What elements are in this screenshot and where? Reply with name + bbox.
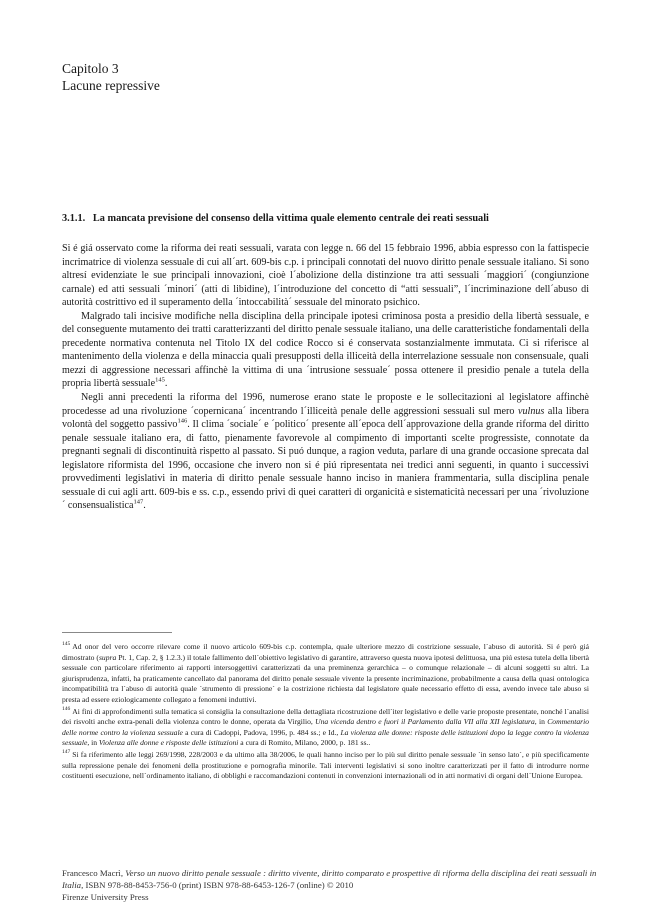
footnote-text: Si fa riferimento alle leggi 269/1998, 228/2003 e da ultimo alla 38/2006, le quali hanno inciso per lo più sul diritto penale sessuale ´in senso lato´, e più specificamente sulla repressione penale dei fenomeni della prostituzione e pornografia minorile. Tali interventi legislativi si sono inoltre caratterizzati per il fatto di introdurre norme costituenti esecuzione, nell´ordinamento italiano, di obblighi e raccomandazioni contenuti in convenzioni internazionali od in atti normativi di organi dell´Unione Europea. xyxy=(62,749,589,781)
paragraph-2 xyxy=(62,310,589,391)
footnote-text: Pt. 1, Cap. 2, § 1.2.3.) il totale fallimento dell´obiettivo legislativo di garantire, attraverso questa nuova ipotesi delittuosa, una piú estesa tutela della libertà sessuale con particolare riferimento ai rapporti intersoggettivi caratterizzati da una preminenza gerarchica – o comunque relazionale – di alcuni soggetti su altri. La giurisprudenza, infatti, ha praticamente cancellato dal panorama del diritto penale sessuale vivente la presente incriminazione, probabilmente a causa della quasi ontologica incompatibilità tra l´abuso di autorità quale ´strumento di pressione´ e la costrizione richiesta dal legislatore quale necessario effetto di essa, avendo invece tale abuso si presta ad essere eziologicamente collegato a fenomeni induttivi. xyxy=(62,652,589,704)
section-heading xyxy=(62,212,622,225)
colophon xyxy=(62,868,602,903)
chapter-title: Lacune repressive xyxy=(62,78,160,93)
footnote-text: a cura di Romito, Milano, 2000, p. 181 ss.. xyxy=(238,738,371,748)
footnote-italic: Commentario delle norme contro la violenza sessuale xyxy=(62,717,589,737)
colophon-isbn: , ISBN 978-88-8453-756-0 (print) ISBN 978-88-6453-126-7 (online) © 2010 xyxy=(81,879,354,890)
footnote-italic: supra xyxy=(98,652,117,662)
footnote-text: , in xyxy=(87,738,99,748)
footnote-number: 146 xyxy=(62,706,71,713)
paragraph-3 xyxy=(62,391,589,513)
footnote-text: , in xyxy=(534,717,548,727)
footnote-divider xyxy=(62,632,172,633)
paragraph-3-text-b: alla libera volontà del soggetto passivo xyxy=(62,405,590,431)
footnote-147 xyxy=(62,750,589,782)
paragraph-3-end: . xyxy=(143,500,146,512)
footnote-146 xyxy=(62,707,589,749)
paragraph-3-italic: vulnus xyxy=(517,405,545,417)
body-text xyxy=(62,242,589,513)
section-title: La mancata previsione del consenso della vittima quale elemento centrale dei reati sessuali xyxy=(92,213,489,224)
colophon-author: Francesco Macrì, xyxy=(62,868,126,878)
paragraph-2-text: Malgrado tali incisive modifiche nella disciplina della principale ipotesi criminosa posta a presidio della libertà sessuale, e del conseguente mutamento dei tratti caratterizzanti del diritto penale sessuale italiano, una delle caratteristiche fondamentali della precedente normativa contenuta nel Titolo IX del codice Rocco si é conservata sostanzialmente immutata. Ci si riferisce al mantenimento della violenza e della minaccia quali presupposti della illiceità della interrelazione sessuale non consensuale, quali mezzi di aggressione necessari affinchè la vittima di una ´intrusione sessuale´ possa ottenere il presidio penale a tutela della propria libertà sessuale xyxy=(62,310,589,390)
footnote-number: 147 xyxy=(62,749,71,756)
footnote-ref-146[interactable]: 146 xyxy=(177,417,188,425)
footnote-145 xyxy=(62,642,589,706)
paragraph-1: Si é giá osservato come la riforma dei reati sessuali, varata con legge n. 66 del 15 febbraio 1996, abbia espresso con la fattispecie incrimatrice di violenza sessuale di cui all´art. 609-bis c.p. i principali connotati del nuovo diritto penale sessuale italiano. Si sono altresí evidenziate le sue principali innovazioni, cioè l´abolizione della distinzione tra atti sessuali ´maggiori´ (congiunzione carnale) ed atti sessuali ´minori´ (atti di libidine), l´introduzione del concetto di “atti sessuali”, l´incriminazione dell´abuso di autorità costrittivo ed il superamento della ´intoccabilità´ sessuale del minorato psichico. xyxy=(62,243,589,309)
footnote-italic: La violenza alle donne: risposte delle istituzioni dopo la legge contro la violenza sessuale xyxy=(62,727,589,748)
colophon-book-title: Verso un nuovo diritto penale sessuale : diritto vivente, diritto comparato e prospettive di riforma della disciplina dei reati sessuali in Italia xyxy=(62,868,597,890)
footnote-italic: Una vicenda dentro e fuori il Parlamento dalla VII alla XII legislatura xyxy=(315,717,535,727)
paragraph-2-end: . xyxy=(164,378,168,390)
chapter-number: Capitolo 3 xyxy=(62,61,119,76)
footnote-text: Ai fini di approfondimenti sulla tematica si consiglia la consultazione della dettagliata ricostruzione dell´iter legislativo e delle varie proposte presentate, nonché l´analisi dei risvolti anche extra-penali della violenza contro le donne, operata da Virgilio, xyxy=(62,706,589,727)
footnote-text: Ad onor del vero occorre rilevare come il nuovo articolo 609-bis c.p. contempla, quale ulteriore mezzo di costrizione sessuale, l´abuso di autorità. Si é però giá dimostrato ( xyxy=(62,642,589,662)
chapter-heading xyxy=(62,60,160,94)
section-number: 3.1.1. xyxy=(62,213,86,224)
footnotes xyxy=(62,642,589,783)
footnote-italic: Violenza alle donne e risposte delle istituzioni xyxy=(98,738,239,748)
footnote-ref-147[interactable]: 147 xyxy=(133,499,144,507)
footnote-number: 145 xyxy=(62,641,71,648)
colophon-publisher: Firenze University Press xyxy=(62,891,149,902)
paragraph-3-text-a: Negli anni precedenti la riforma del 1996, numerose erano state le proposte e le sollecitazioni al legislatore affinchè procedesse ad una rivoluzione ´copernicana´ incentrando l´illiceità penale delle aggressioni sessuali sul mero xyxy=(62,392,589,417)
paragraph-3-text-c: . Il clima ´sociale´ e ´politico´ presente all´epoca dell´approvazione della grande riforma del diritto penale sessuale italiano era, di fatto, pienamente favorevole al compimento di importanti scelte progressiste, connotate da pregnanti segnali di discontinuità rispetto al passato. Si puó dunque, a ragion veduta, parlare di una grande occasione sprecata dal legislatore riformista del 1996, occasione che invero non si é piú ripresentata nei tredici anni seguenti, in quanto i successivi provvedimenti legislativi in materia di diritto penale sessuale hanno inciso in maniera frammentaria, sulla disciplina penale sessuale di cui agli artt. 609-bis e ss. c.p., essendo privi di quei caratteri di organicità e sistematicità necessari per una ´rivoluzione´ consensualistica xyxy=(62,419,590,512)
footnote-text: a cura di Cadoppi, Padova, 1996, p. 484 ss.; e Id., xyxy=(182,727,341,737)
footnote-ref-145[interactable]: 145 xyxy=(155,377,165,385)
